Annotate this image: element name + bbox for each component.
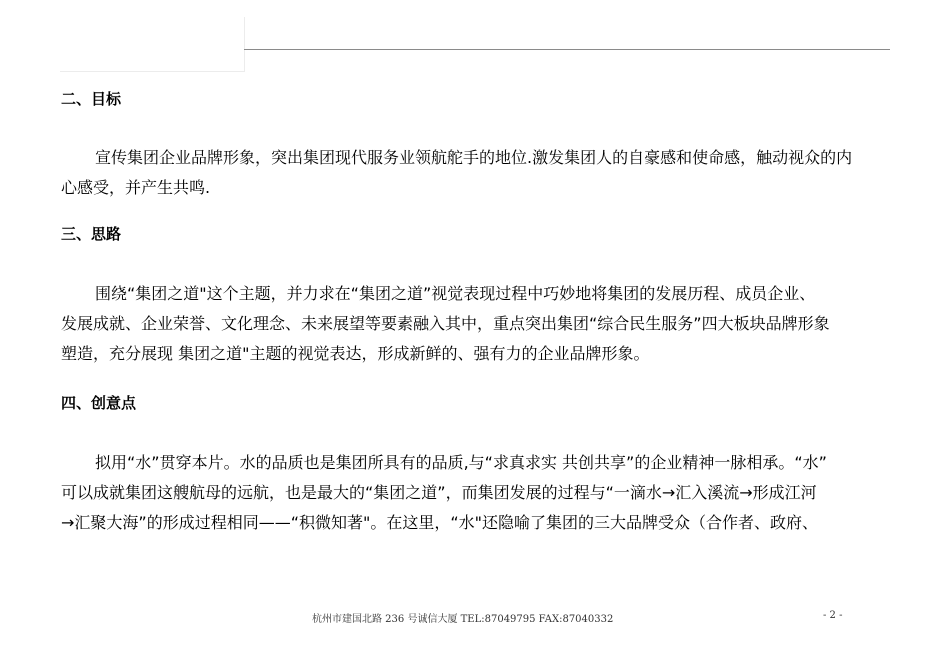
footer-address: 杭州市建国北路 236 号诚信大厦 TEL:87049795 FAX:87040332 bbox=[312, 614, 614, 625]
section-heading-goals: 二、目标 bbox=[61, 90, 122, 108]
header-box bbox=[60, 17, 245, 72]
header-rule bbox=[244, 49, 890, 50]
paragraph-line: 可以成就集团这艘航母的远航，也是最大的“集团之道”，而集团发展的过程与“一滴水→汇入溪流→形成江河 bbox=[61, 483, 817, 502]
paragraph-line: 宣传集团企业品牌形象，突出集团现代服务业领航舵手的地位.激发集团人的自豪感和使命感，触动视众的内 bbox=[95, 148, 853, 167]
section-body-goals bbox=[61, 143, 891, 203]
section-body-creative-points bbox=[61, 448, 891, 538]
paragraph-line: →汇聚大海”的形成过程相同——“积微知著"。在这里，“水"还隐喻了集团的三大品牌受众（合作者、政府、 bbox=[61, 513, 818, 532]
section-heading-approach: 三、思路 bbox=[61, 225, 122, 243]
paragraph-line: 心感受，并产生共鸣. bbox=[61, 178, 211, 197]
paragraph-line: 塑造，充分展现 集团之道"主题的视觉表达，形成新鲜的、强有力的企业品牌形象。 bbox=[61, 344, 650, 363]
paragraph-line: 拟用“水”贯穿本片。水的品质也是集团所具有的品质,与“求真求实 共创共享”的企业精神一脉相承。“水” bbox=[95, 453, 827, 472]
paragraph-line: 发展成就、企业荣誉、文化理念、未来展望等要素融入其中，重点突出集团“综合民生服务”四大板块品牌形象 bbox=[61, 314, 830, 333]
paragraph-line: 围绕“集团之道"这个主题，并力求在“集团之道”视觉表现过程中巧妙地将集团的发展历程、成员企业、 bbox=[95, 284, 816, 303]
section-body-approach bbox=[61, 279, 891, 369]
page-number: - 2 - bbox=[823, 610, 843, 621]
section-heading-creative-points: 四、创意点 bbox=[61, 394, 137, 412]
